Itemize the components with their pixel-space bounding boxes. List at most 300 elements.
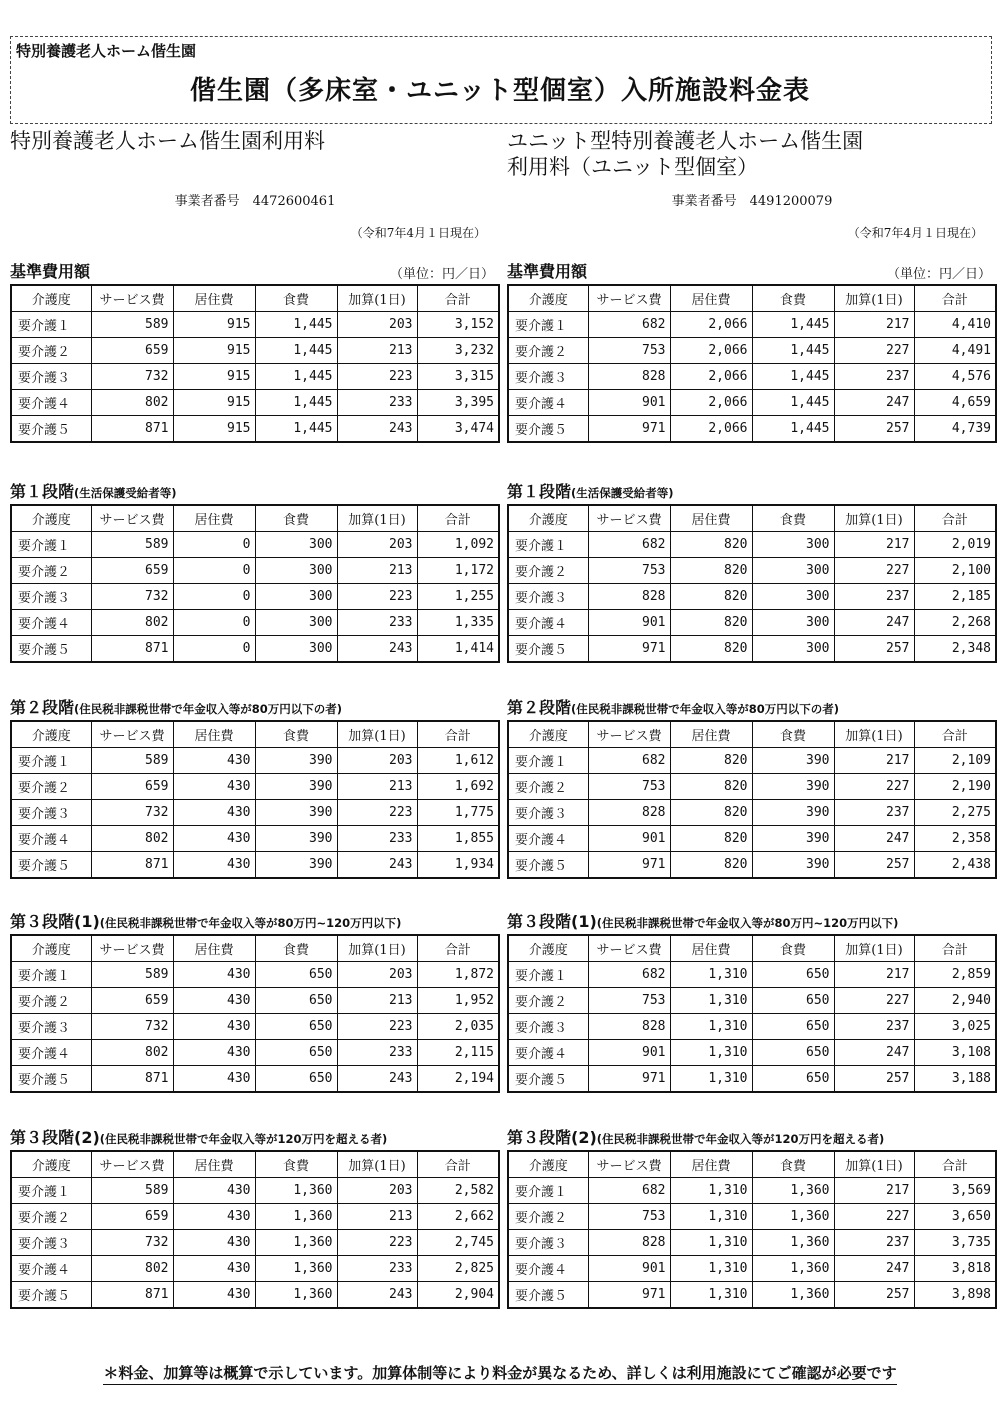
column-header: 居住費 [173,721,255,748]
care-level-cell: 要介護２ [11,774,91,800]
table-row [11,1282,499,1309]
table-row [508,338,996,364]
column-header: 加算(1日) [337,505,417,532]
fee-cell: 3,152 [417,312,499,338]
section-header [10,1128,500,1150]
fee-cell: 1,335 [417,610,499,636]
table-row [11,1066,499,1093]
fee-table [10,1150,500,1309]
section-title-text: 基準費用額 [507,262,588,281]
fee-cell: 430 [173,1256,255,1282]
column-header: 居住費 [173,935,255,962]
table-header-row [508,285,996,312]
footnote [0,1362,1000,1383]
fee-cell: 2,066 [670,390,752,416]
fee-cell: 233 [337,1040,417,1066]
table-row [11,636,499,663]
fee-table [10,720,500,879]
right-column-header [507,128,997,242]
fee-cell: 247 [834,826,914,852]
care-level-cell: 要介護１ [508,532,588,558]
fee-cell: 820 [670,636,752,663]
fee-section-left [10,912,500,1093]
fee-cell: 682 [588,1178,670,1204]
fee-cell: 1,360 [752,1256,834,1282]
fee-cell: 390 [255,800,337,826]
table-row [508,390,996,416]
column-header: 食費 [255,505,337,532]
column-header: 食費 [752,285,834,312]
fee-cell: 659 [91,1204,173,1230]
fee-cell: 243 [337,1066,417,1093]
fee-cell: 1,445 [752,312,834,338]
fee-cell: 1,310 [670,1178,752,1204]
fee-cell: 227 [834,774,914,800]
column-header: サービス費 [91,721,173,748]
fee-cell: 1,360 [752,1282,834,1309]
fee-cell: 300 [255,636,337,663]
fee-cell: 247 [834,1040,914,1066]
fee-cell: 233 [337,390,417,416]
fee-cell: 915 [173,416,255,443]
column-header: 合計 [417,285,499,312]
section-title [507,909,898,932]
fee-cell: 1,360 [752,1204,834,1230]
section-title [507,479,674,502]
fee-table [507,934,997,1093]
care-level-cell: 要介護１ [11,962,91,988]
column-header: 加算(1日) [337,285,417,312]
fee-cell: 1,310 [670,1204,752,1230]
fee-cell: 390 [752,748,834,774]
fee-cell: 828 [588,1014,670,1040]
fee-cell: 257 [834,636,914,663]
care-level-cell: 要介護３ [508,1014,588,1040]
fee-cell: 1,952 [417,988,499,1014]
fee-cell: 390 [752,800,834,826]
page-title: 偕生園（多床室・ユニット型個室）入所施設料金表 [190,76,810,106]
fee-cell: 300 [752,532,834,558]
fee-section-right [507,262,997,443]
column-header: 食費 [255,935,337,962]
fee-cell: 0 [173,636,255,663]
table-row [11,748,499,774]
section-note: (住民税非課税世帯で年金収入等が80万円以下の者) [74,702,343,716]
care-level-cell: 要介護２ [508,774,588,800]
fee-cell: 430 [173,988,255,1014]
fee-cell: 820 [670,774,752,800]
table-row [508,988,996,1014]
table-row [11,390,499,416]
unit-label: （単位：円／日） [886,267,991,282]
fee-cell: 203 [337,312,417,338]
column-header: サービス費 [588,721,670,748]
fee-cell: 1,255 [417,584,499,610]
fee-cell: 1,172 [417,558,499,584]
fee-cell: 589 [91,962,173,988]
table-header-row [508,1151,996,1178]
fee-cell: 237 [834,584,914,610]
column-header: 食費 [752,935,834,962]
fee-cell: 1,092 [417,532,499,558]
fee-cell: 1,360 [752,1178,834,1204]
fee-cell: 227 [834,1204,914,1230]
fee-cell: 2,066 [670,312,752,338]
fee-cell: 390 [752,826,834,852]
fee-cell: 753 [588,338,670,364]
fee-cell: 1,445 [752,338,834,364]
fee-cell: 3,569 [914,1178,996,1204]
care-level-cell: 要介護１ [11,312,91,338]
column-header: 介護度 [11,505,91,532]
fee-cell: 1,872 [417,962,499,988]
care-level-cell: 要介護５ [11,416,91,443]
fee-cell: 223 [337,584,417,610]
column-header: 居住費 [173,285,255,312]
fee-cell: 223 [337,1230,417,1256]
care-level-cell: 要介護４ [508,1256,588,1282]
fee-cell: 820 [670,584,752,610]
fee-cell: 203 [337,1178,417,1204]
fee-cell: 2,662 [417,1204,499,1230]
fee-cell: 0 [173,558,255,584]
fee-section-left [10,698,500,879]
fee-cell: 213 [337,1204,417,1230]
fee-cell: 203 [337,962,417,988]
fee-cell: 1,310 [670,988,752,1014]
fee-cell: 2,066 [670,416,752,443]
table-row [11,364,499,390]
fee-cell: 3,474 [417,416,499,443]
fee-cell: 247 [834,610,914,636]
fee-cell: 2,109 [914,748,996,774]
fee-cell: 828 [588,584,670,610]
fee-cell: 2,268 [914,610,996,636]
table-row [11,826,499,852]
column-header: サービス費 [91,1151,173,1178]
fee-cell: 243 [337,636,417,663]
care-level-cell: 要介護２ [508,988,588,1014]
column-header: サービス費 [588,505,670,532]
table-row [508,1040,996,1066]
fee-cell: 4,576 [914,364,996,390]
fee-cell: 217 [834,748,914,774]
table-header-row [11,285,499,312]
column-header: 食費 [255,1151,337,1178]
table-row [11,962,499,988]
fee-cell: 1,360 [255,1256,337,1282]
fee-cell: 820 [670,558,752,584]
section-title [10,479,177,502]
fee-cell: 1,445 [752,390,834,416]
section-title [507,259,587,282]
table-row [11,1178,499,1204]
care-level-cell: 要介護５ [508,416,588,443]
fee-cell: 1,310 [670,1014,752,1040]
section-title-text: 第１段階 [10,482,75,501]
fee-cell: 820 [670,748,752,774]
fee-cell: 1,414 [417,636,499,663]
care-level-cell: 要介護５ [508,1282,588,1309]
section-title-text: 第３段階(2) [10,1128,100,1147]
fee-cell: 871 [91,1282,173,1309]
fee-cell: 0 [173,610,255,636]
fee-cell: 233 [337,826,417,852]
fee-cell: 3,232 [417,338,499,364]
fee-cell: 430 [173,1014,255,1040]
fee-cell: 243 [337,852,417,879]
fee-cell: 1,310 [670,962,752,988]
section-title [10,1125,387,1148]
table-row [11,312,499,338]
fee-cell: 828 [588,1230,670,1256]
column-header: サービス費 [91,935,173,962]
fee-cell: 300 [255,584,337,610]
fee-cell: 2,275 [914,800,996,826]
fee-cell: 871 [91,852,173,879]
section-title [10,695,342,718]
table-row [508,416,996,443]
fee-cell: 430 [173,1282,255,1309]
fee-cell: 3,025 [914,1014,996,1040]
fee-cell: 650 [752,1040,834,1066]
fee-cell: 237 [834,364,914,390]
care-level-cell: 要介護１ [508,748,588,774]
column-header: 介護度 [11,1151,91,1178]
column-header: 食費 [255,721,337,748]
left-title [10,128,500,180]
fee-cell: 4,491 [914,338,996,364]
fee-cell: 2,904 [417,1282,499,1309]
care-level-cell: 要介護４ [11,826,91,852]
column-header: 加算(1日) [834,505,914,532]
fee-cell: 430 [173,852,255,879]
fee-cell: 390 [255,826,337,852]
table-row [508,1014,996,1040]
care-level-cell: 要介護３ [508,1230,588,1256]
fee-cell: 2,066 [670,338,752,364]
table-row [11,610,499,636]
section-header [507,912,997,934]
fee-cell: 2,100 [914,558,996,584]
section-note: (住民税非課税世帯で年金収入等が80万円以下の者) [571,702,840,716]
fee-section-right [507,482,997,663]
fee-cell: 659 [91,988,173,1014]
fee-cell: 2,940 [914,988,996,1014]
right-title-line2: 利用料（ユニット型個室） [507,155,759,179]
fee-cell: 915 [173,390,255,416]
section-title-text: 第３段階(2) [507,1128,597,1147]
fee-cell: 915 [173,338,255,364]
fee-cell: 650 [255,962,337,988]
table-row [508,584,996,610]
table-row [508,774,996,800]
fee-cell: 2,438 [914,852,996,879]
fee-cell: 753 [588,988,670,1014]
table-row [11,532,499,558]
fee-cell: 257 [834,1282,914,1309]
fee-cell: 237 [834,1230,914,1256]
fee-cell: 820 [670,532,752,558]
section-header [507,1128,997,1150]
fee-cell: 682 [588,748,670,774]
fee-cell: 732 [91,800,173,826]
fee-cell: 753 [588,1204,670,1230]
section-header [10,482,500,504]
column-header: 居住費 [670,1151,752,1178]
fee-cell: 300 [752,610,834,636]
fee-cell: 390 [752,774,834,800]
fee-cell: 430 [173,1040,255,1066]
table-row [508,1204,996,1230]
fee-cell: 820 [670,610,752,636]
fee-cell: 217 [834,532,914,558]
fee-table [10,284,500,443]
fee-cell: 217 [834,312,914,338]
care-level-cell: 要介護３ [508,800,588,826]
section-title [10,259,90,282]
table-row [11,1204,499,1230]
table-row [11,1014,499,1040]
section-header [507,482,997,504]
fee-cell: 233 [337,1256,417,1282]
fee-cell: 390 [255,774,337,800]
fee-cell: 2,358 [914,826,996,852]
left-as-of: （令和7年4月１日現在） [350,226,486,240]
column-header: 合計 [417,721,499,748]
fee-cell: 1,360 [255,1230,337,1256]
fee-cell: 217 [834,1178,914,1204]
section-title [507,695,839,718]
table-row [508,852,996,879]
table-header-row [508,935,996,962]
fee-cell: 243 [337,1282,417,1309]
fee-cell: 430 [173,1066,255,1093]
section-note: (住民税非課税世帯で年金収入等が120万円を超える者) [99,1132,388,1146]
fee-cell: 1,692 [417,774,499,800]
table-row [11,584,499,610]
table-row [11,1256,499,1282]
fee-cell: 1,360 [255,1204,337,1230]
table-row [508,364,996,390]
fee-cell: 901 [588,826,670,852]
column-header: 加算(1日) [834,285,914,312]
fee-cell: 650 [752,962,834,988]
care-level-cell: 要介護３ [11,584,91,610]
fee-cell: 227 [834,988,914,1014]
fee-cell: 2,745 [417,1230,499,1256]
fee-cell: 871 [91,416,173,443]
care-level-cell: 要介護４ [508,390,588,416]
care-level-cell: 要介護２ [11,338,91,364]
table-row [11,1040,499,1066]
fee-cell: 217 [834,962,914,988]
column-header: 合計 [914,935,996,962]
fee-cell: 828 [588,800,670,826]
fee-cell: 1,445 [255,390,337,416]
section-note: (住民税非課税世帯で年金収入等が80万円~120万円以下) [596,916,899,930]
column-header: 合計 [417,935,499,962]
section-title [507,1125,884,1148]
fee-cell: 802 [91,610,173,636]
fee-cell: 802 [91,1256,173,1282]
fee-cell: 237 [834,800,914,826]
fee-cell: 828 [588,364,670,390]
fee-cell: 2,194 [417,1066,499,1093]
fee-cell: 659 [91,338,173,364]
fee-cell: 1,775 [417,800,499,826]
column-header: 合計 [914,721,996,748]
fee-cell: 3,395 [417,390,499,416]
left-business-number: 事業者番号 4472600461 [174,194,336,209]
care-level-cell: 要介護５ [508,636,588,663]
fee-table [10,504,500,663]
fee-cell: 247 [834,1256,914,1282]
care-level-cell: 要介護２ [508,558,588,584]
table-row [508,1282,996,1309]
fee-cell: 2,115 [417,1040,499,1066]
fee-cell: 820 [670,800,752,826]
section-title [10,909,401,932]
section-note: (生活保護受給者等) [571,486,674,500]
column-header: サービス費 [91,505,173,532]
care-level-cell: 要介護５ [11,1066,91,1093]
column-header: 介護度 [11,935,91,962]
fee-cell: 213 [337,558,417,584]
fee-cell: 589 [91,748,173,774]
fee-cell: 802 [91,826,173,852]
column-header: 介護度 [508,721,588,748]
care-level-cell: 要介護３ [11,1014,91,1040]
table-header-row [11,505,499,532]
section-note: (住民税非課税世帯で年金収入等が80万円~120万円以下) [99,916,402,930]
section-title-text: 第３段階(1) [10,912,100,931]
fee-cell: 1,445 [255,416,337,443]
table-row [508,610,996,636]
table-row [11,852,499,879]
table-row [508,558,996,584]
column-header: 居住費 [670,721,752,748]
fee-cell: 915 [173,312,255,338]
fee-cell: 915 [173,364,255,390]
care-level-cell: 要介護４ [11,390,91,416]
care-level-cell: 要介護４ [508,610,588,636]
fee-cell: 1,310 [670,1040,752,1066]
column-header: 加算(1日) [337,721,417,748]
fee-cell: 2,190 [914,774,996,800]
fee-section-left [10,262,500,443]
fee-cell: 1,445 [255,312,337,338]
table-header-row [508,721,996,748]
fee-cell: 1,445 [255,338,337,364]
table-row [11,988,499,1014]
left-column-header [10,128,500,242]
fee-section-right [507,1128,997,1309]
fee-cell: 233 [337,610,417,636]
fee-table [507,504,997,663]
fee-cell: 203 [337,748,417,774]
section-header [507,262,997,284]
fee-cell: 650 [752,1066,834,1093]
fee-cell: 650 [752,1014,834,1040]
fee-cell: 901 [588,610,670,636]
table-row [508,636,996,663]
fee-cell: 1,855 [417,826,499,852]
fee-cell: 2,582 [417,1178,499,1204]
care-level-cell: 要介護４ [11,1040,91,1066]
care-level-cell: 要介護５ [508,852,588,879]
fee-cell: 3,650 [914,1204,996,1230]
